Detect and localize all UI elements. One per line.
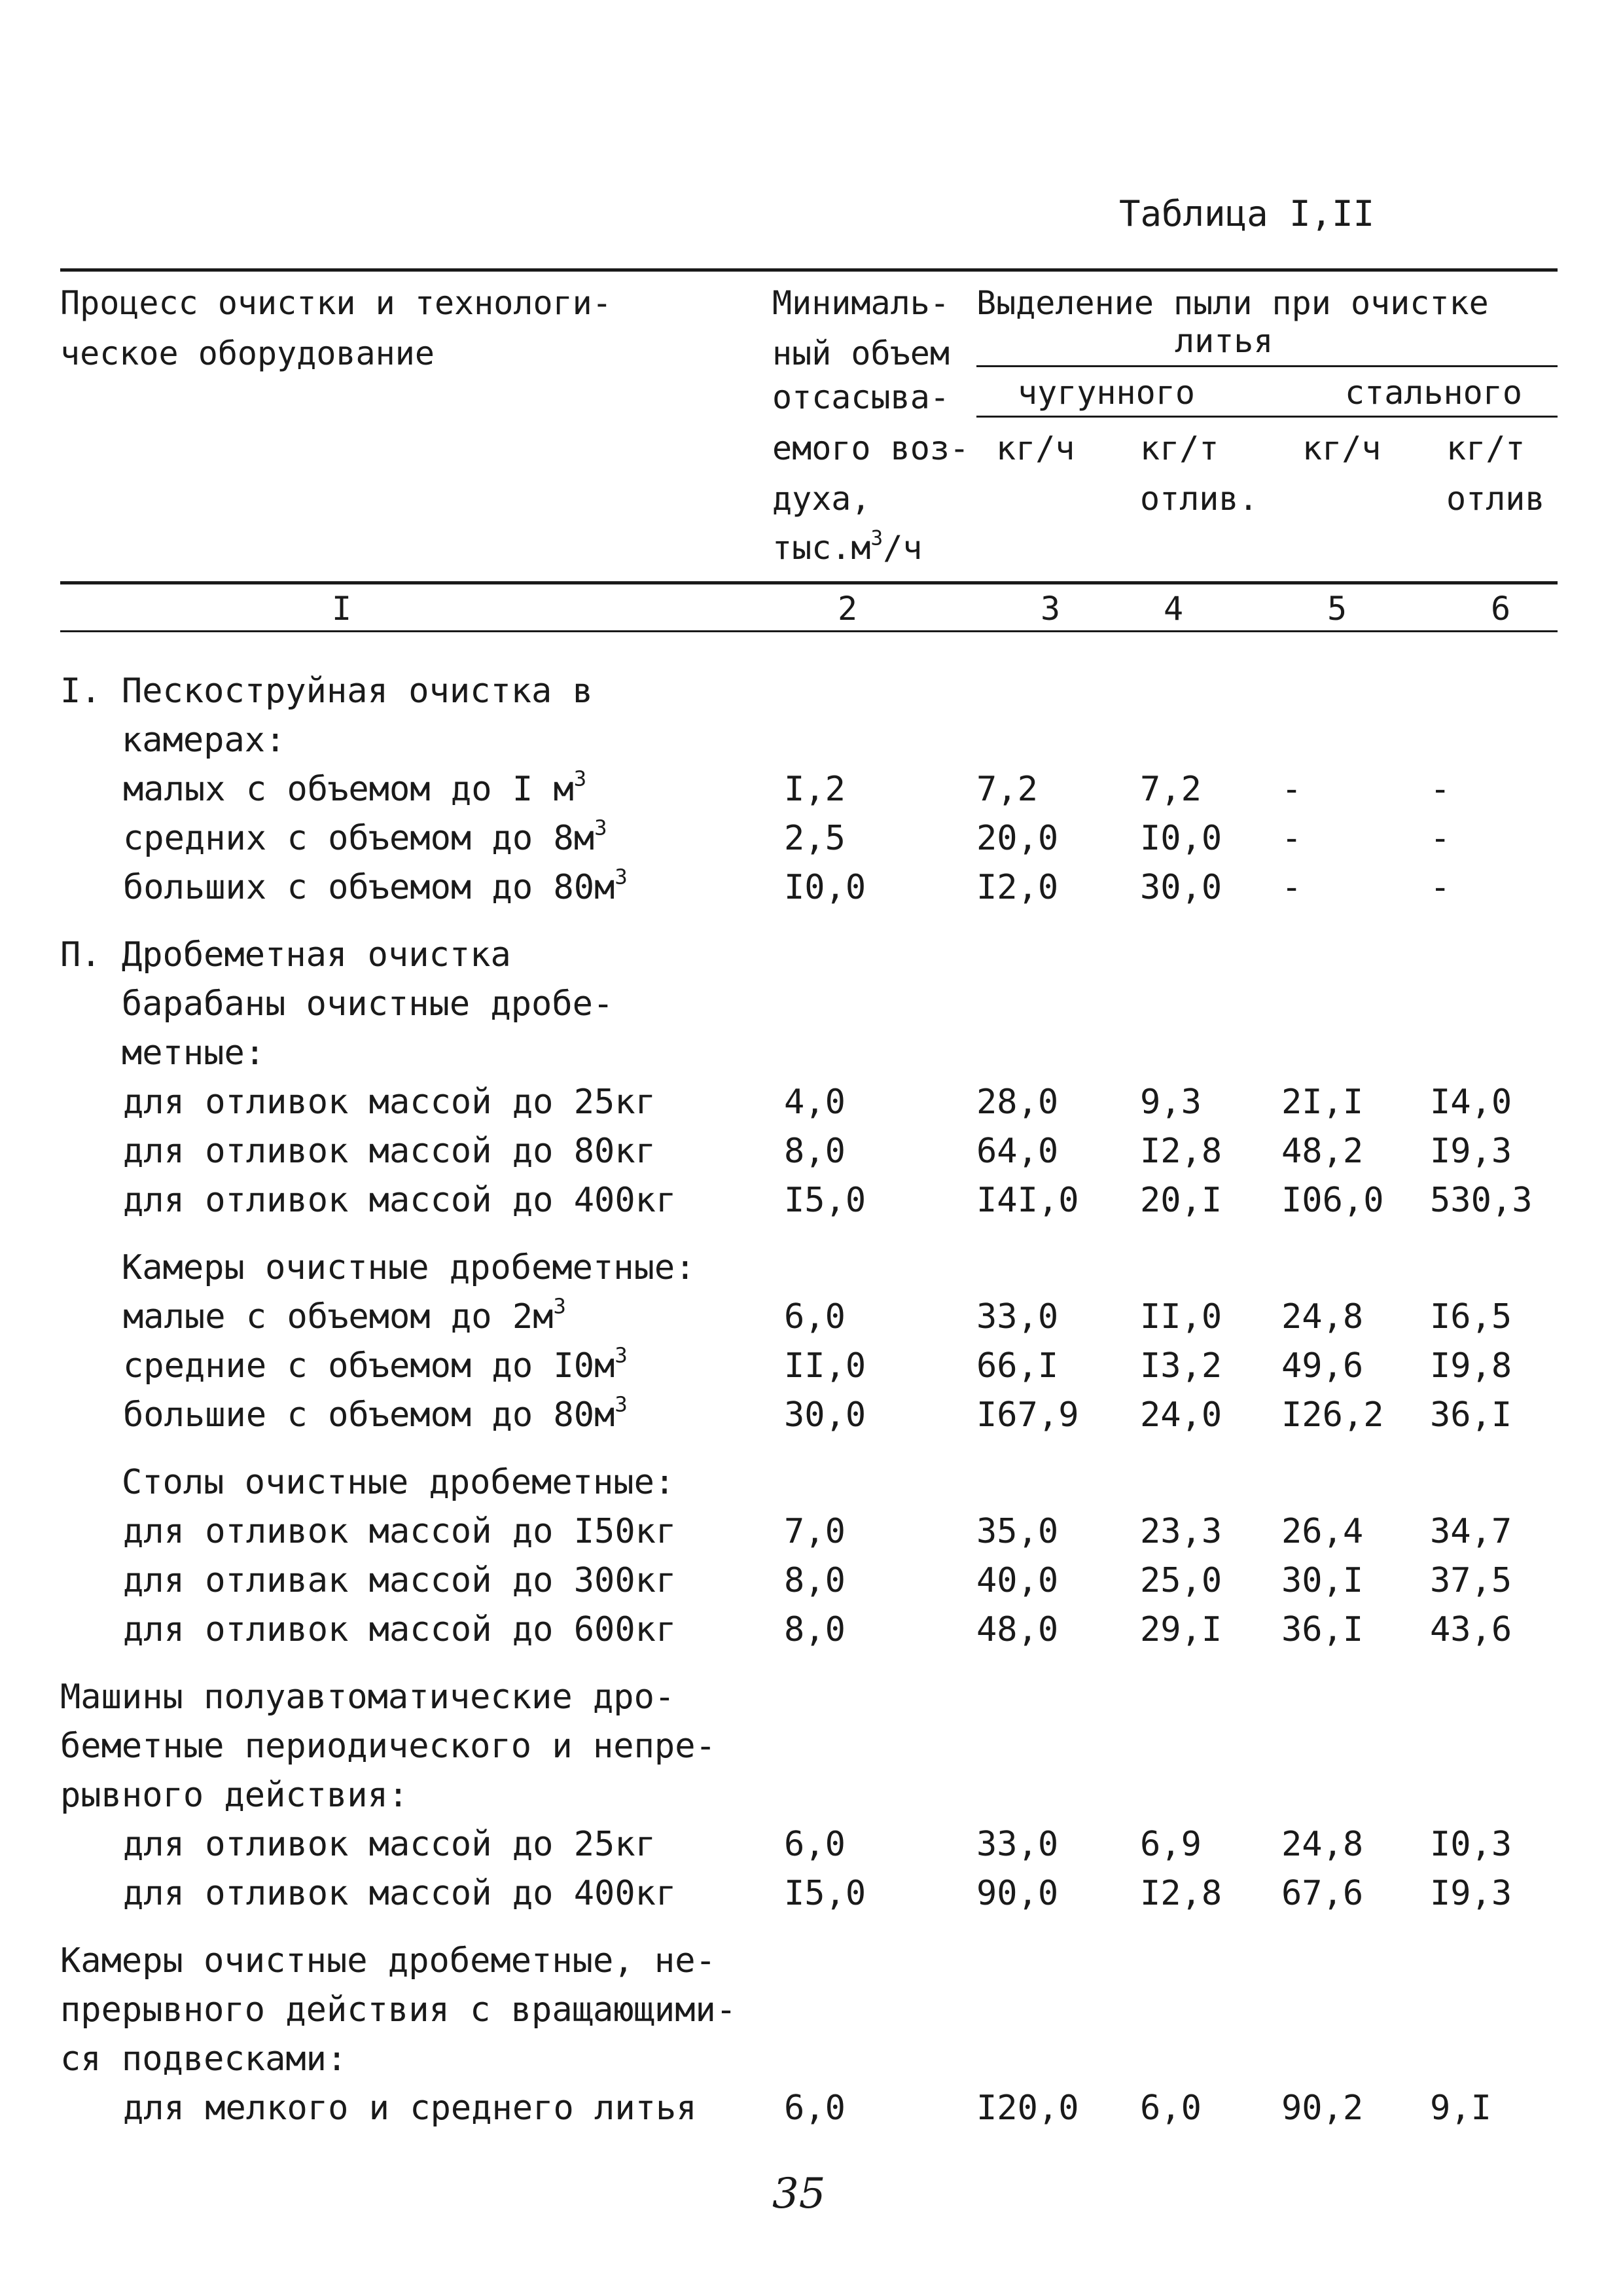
header-col2-line3: отсасыва-	[772, 378, 950, 416]
row-label-superscript: 3	[615, 864, 628, 889]
cell-col-2: 6,0	[784, 2089, 846, 2128]
cell-col-2: 7,0	[784, 1512, 846, 1551]
row-label-superscript: 3	[594, 815, 607, 840]
cell-col-5: -	[1281, 868, 1302, 907]
cell-col-4: 30,0	[1140, 868, 1222, 907]
cell-col-5: -	[1281, 819, 1302, 858]
cell-col-4: 29,I	[1140, 1610, 1222, 1649]
header-cast-iron: чугунного	[1018, 374, 1195, 412]
cell-col-2: I0,0	[784, 868, 866, 907]
row-label-text: для отливок массой до 80кг	[123, 1132, 656, 1171]
cell-col-2: 6,0	[784, 1825, 846, 1864]
header-col2-line6: $тыс.м^3/ч$	[772, 526, 923, 567]
row-label-text: для отливок массой до 400кг	[123, 1181, 677, 1220]
header-bottom-rule	[60, 581, 1558, 584]
cell-col-2: I5,0	[784, 1181, 866, 1220]
header-material-rule	[976, 416, 1558, 418]
cell-col-2: 4,0	[784, 1083, 846, 1122]
row-label	[123, 1391, 628, 1435]
section-heading-line: рывного действия:	[60, 1776, 409, 1815]
page-number: 35	[772, 2170, 826, 2218]
cell-col-5: 48,2	[1281, 1132, 1364, 1171]
header-dust-line1: Выделение пыли при очистке	[976, 284, 1489, 322]
cell-col-2: I,2	[784, 770, 846, 809]
row-label	[123, 1083, 656, 1122]
cell-col-4: 24,0	[1140, 1395, 1222, 1435]
row-label	[123, 1181, 677, 1220]
cell-col-6: I9,8	[1430, 1346, 1512, 1386]
row-label	[123, 864, 628, 907]
row-label-text: больших с объемом до 80м	[123, 868, 615, 907]
cell-col-4: I3,2	[1140, 1346, 1222, 1386]
cell-col-4: I2,8	[1140, 1132, 1222, 1171]
cell-col-4: 25,0	[1140, 1561, 1222, 1600]
cell-col-4: II,0	[1140, 1297, 1222, 1336]
row-label-text: средних с объемом до 8м	[123, 819, 595, 858]
row-label-text: большие с объемом до 80м	[123, 1395, 615, 1435]
cell-col-6: 9,I	[1430, 2089, 1491, 2128]
section-heading-line: Машины полуавтоматические дро-	[60, 1677, 675, 1717]
cell-col-6: I9,3	[1430, 1874, 1512, 1913]
header-dust-line2: литья	[1175, 322, 1274, 360]
header-col2-line2: ный объем	[772, 334, 950, 372]
column-number-3: 3	[1040, 590, 1061, 628]
cell-col-5: 24,8	[1281, 1297, 1364, 1336]
section-heading-line: Столы очистные дробеметные:	[60, 1463, 675, 1502]
section-heading-line: Камеры очистные дробеметные, не-	[60, 1941, 716, 1981]
cell-col-5: 24,8	[1281, 1825, 1364, 1864]
cell-col-3: I2,0	[976, 868, 1059, 907]
section-heading-line: ся подвесками:	[60, 2039, 348, 2079]
table-top-rule	[60, 268, 1558, 272]
header-unit-col4-line2: отлив.	[1140, 480, 1258, 518]
cell-col-3: I67,9	[976, 1395, 1079, 1435]
header-unit-col5: кг/ч	[1302, 429, 1382, 467]
row-label-text: для отливок массой до 25кг	[123, 1083, 656, 1122]
row-label-text: для отливок массой до I50кг	[123, 1512, 677, 1551]
row-label	[123, 1512, 677, 1551]
cell-col-6: I9,3	[1430, 1132, 1512, 1171]
cell-col-6: I0,3	[1430, 1825, 1512, 1864]
cell-col-3: 33,0	[976, 1825, 1059, 1864]
column-number-4: 4	[1163, 590, 1184, 628]
row-label-superscript: 3	[615, 1391, 628, 1417]
section-heading-line: барабаны очистные дробе-	[60, 984, 614, 1024]
cell-col-3: 35,0	[976, 1512, 1059, 1551]
cell-col-5: 67,6	[1281, 1874, 1364, 1913]
header-unit-col6-line2: отлив	[1446, 480, 1545, 518]
header-col2-line1: Минималь-	[772, 284, 950, 322]
cell-col-5: 26,4	[1281, 1512, 1364, 1551]
row-label-superscript: 3	[573, 766, 587, 791]
cell-col-2: 30,0	[784, 1395, 866, 1435]
header-steel: стального	[1345, 374, 1522, 412]
cell-col-2: 2,5	[784, 819, 846, 858]
cell-col-5: 36,I	[1281, 1610, 1364, 1649]
cell-col-4: 6,0	[1140, 2089, 1202, 2128]
cell-col-6: 530,3	[1430, 1181, 1533, 1220]
row-label	[123, 1874, 677, 1913]
header-col1-line2: ческое оборудование	[60, 334, 435, 372]
cell-col-2: 8,0	[784, 1610, 846, 1649]
cell-col-6: -	[1430, 819, 1451, 858]
header-unit-col3: кг/ч	[996, 429, 1075, 467]
row-label	[123, 1610, 677, 1649]
row-label	[123, 1342, 628, 1386]
row-label-text: малых с объемом до I м	[123, 770, 574, 809]
cell-col-5: 2I,I	[1281, 1083, 1364, 1122]
cell-col-6: -	[1430, 770, 1451, 809]
section-heading-line: метные:	[60, 1033, 266, 1073]
cell-col-2: 8,0	[784, 1132, 846, 1171]
cell-col-6: I4,0	[1430, 1083, 1512, 1122]
section-heading-line: П. Дробеметная очистка	[60, 935, 511, 975]
cell-col-3: I20,0	[976, 2089, 1079, 2128]
cell-col-5: 90,2	[1281, 2089, 1364, 2128]
header-unit-col6-line1: кг/т	[1446, 429, 1525, 467]
cell-col-3: 40,0	[976, 1561, 1059, 1600]
table-caption: Таблица I,II	[1119, 193, 1375, 234]
cell-col-6: 37,5	[1430, 1561, 1512, 1600]
cell-col-6: 36,I	[1430, 1395, 1512, 1435]
header-col1-line1: Процесс очистки и технологи-	[60, 284, 612, 322]
column-number-2: 2	[837, 590, 858, 628]
cell-col-3: 7,2	[976, 770, 1038, 809]
row-label	[123, 766, 587, 809]
row-label	[123, 815, 607, 858]
cell-col-4: I0,0	[1140, 819, 1222, 858]
cell-col-3: 20,0	[976, 819, 1059, 858]
header-col2-line4: емого воз-	[772, 429, 970, 467]
cell-col-4: I2,8	[1140, 1874, 1222, 1913]
header-dust-rule	[976, 365, 1558, 367]
row-label-text: средние с объемом до I0м	[123, 1346, 615, 1386]
row-label	[123, 1825, 656, 1864]
row-label	[123, 2089, 697, 2128]
cell-col-5: -	[1281, 770, 1302, 809]
cell-col-6: 34,7	[1430, 1512, 1512, 1551]
cell-col-2: I5,0	[784, 1874, 866, 1913]
header-col2-line5: духа,	[772, 480, 871, 518]
section-heading-line: Камеры очистные дробеметные:	[60, 1248, 696, 1287]
cell-col-2: 6,0	[784, 1297, 846, 1336]
cell-col-4: 7,2	[1140, 770, 1202, 809]
cell-col-3: 48,0	[976, 1610, 1059, 1649]
row-label-text: для мелкого и среднего литья	[123, 2089, 697, 2128]
cell-col-5: 49,6	[1281, 1346, 1364, 1386]
section-heading-line: прерывного действия с вращающими-	[60, 1990, 737, 2030]
cell-col-2: II,0	[784, 1346, 866, 1386]
row-label-superscript: 3	[615, 1342, 628, 1368]
section-heading-line: беметные периодического и непре-	[60, 1727, 716, 1766]
row-label	[123, 1293, 566, 1336]
cell-col-4: 20,I	[1140, 1181, 1222, 1220]
cell-col-4: 6,9	[1140, 1825, 1202, 1864]
row-label-text: для отливок массой до 400кг	[123, 1874, 677, 1913]
row-label-text: для отливок массой до 600кг	[123, 1610, 677, 1649]
cell-col-3: 28,0	[976, 1083, 1059, 1122]
cell-col-3: I4I,0	[976, 1181, 1079, 1220]
cell-col-5: 30,I	[1281, 1561, 1364, 1600]
cell-col-6: I6,5	[1430, 1297, 1512, 1336]
section-heading-line: камерах:	[60, 721, 286, 760]
cell-col-3: 33,0	[976, 1297, 1059, 1336]
cell-col-3: 90,0	[976, 1874, 1059, 1913]
cell-col-3: 66,I	[976, 1346, 1059, 1386]
cell-col-3: 64,0	[976, 1132, 1059, 1171]
cell-col-5: I06,0	[1281, 1181, 1384, 1220]
column-number-rule	[60, 630, 1558, 632]
column-number-1: I	[331, 590, 352, 628]
row-label	[123, 1132, 656, 1171]
row-label-text: для отливак массой до 300кг	[123, 1561, 677, 1600]
column-number-5: 5	[1327, 590, 1347, 628]
cell-col-6: 43,6	[1430, 1610, 1512, 1649]
header-unit-col4-line1: кг/т	[1140, 429, 1219, 467]
cell-col-6: -	[1430, 868, 1451, 907]
cell-col-4: 9,3	[1140, 1083, 1202, 1122]
cell-col-2: 8,0	[784, 1561, 846, 1600]
row-label	[123, 1561, 677, 1600]
cell-col-4: 23,3	[1140, 1512, 1222, 1551]
column-number-6: 6	[1490, 590, 1511, 628]
section-heading-line: I. Пескоструйная очистка в	[60, 672, 593, 711]
row-label-text: малые с объемом до 2м	[123, 1297, 554, 1336]
row-label-text: для отливок массой до 25кг	[123, 1825, 656, 1864]
cell-col-5: I26,2	[1281, 1395, 1384, 1435]
row-label-superscript: 3	[553, 1293, 566, 1319]
